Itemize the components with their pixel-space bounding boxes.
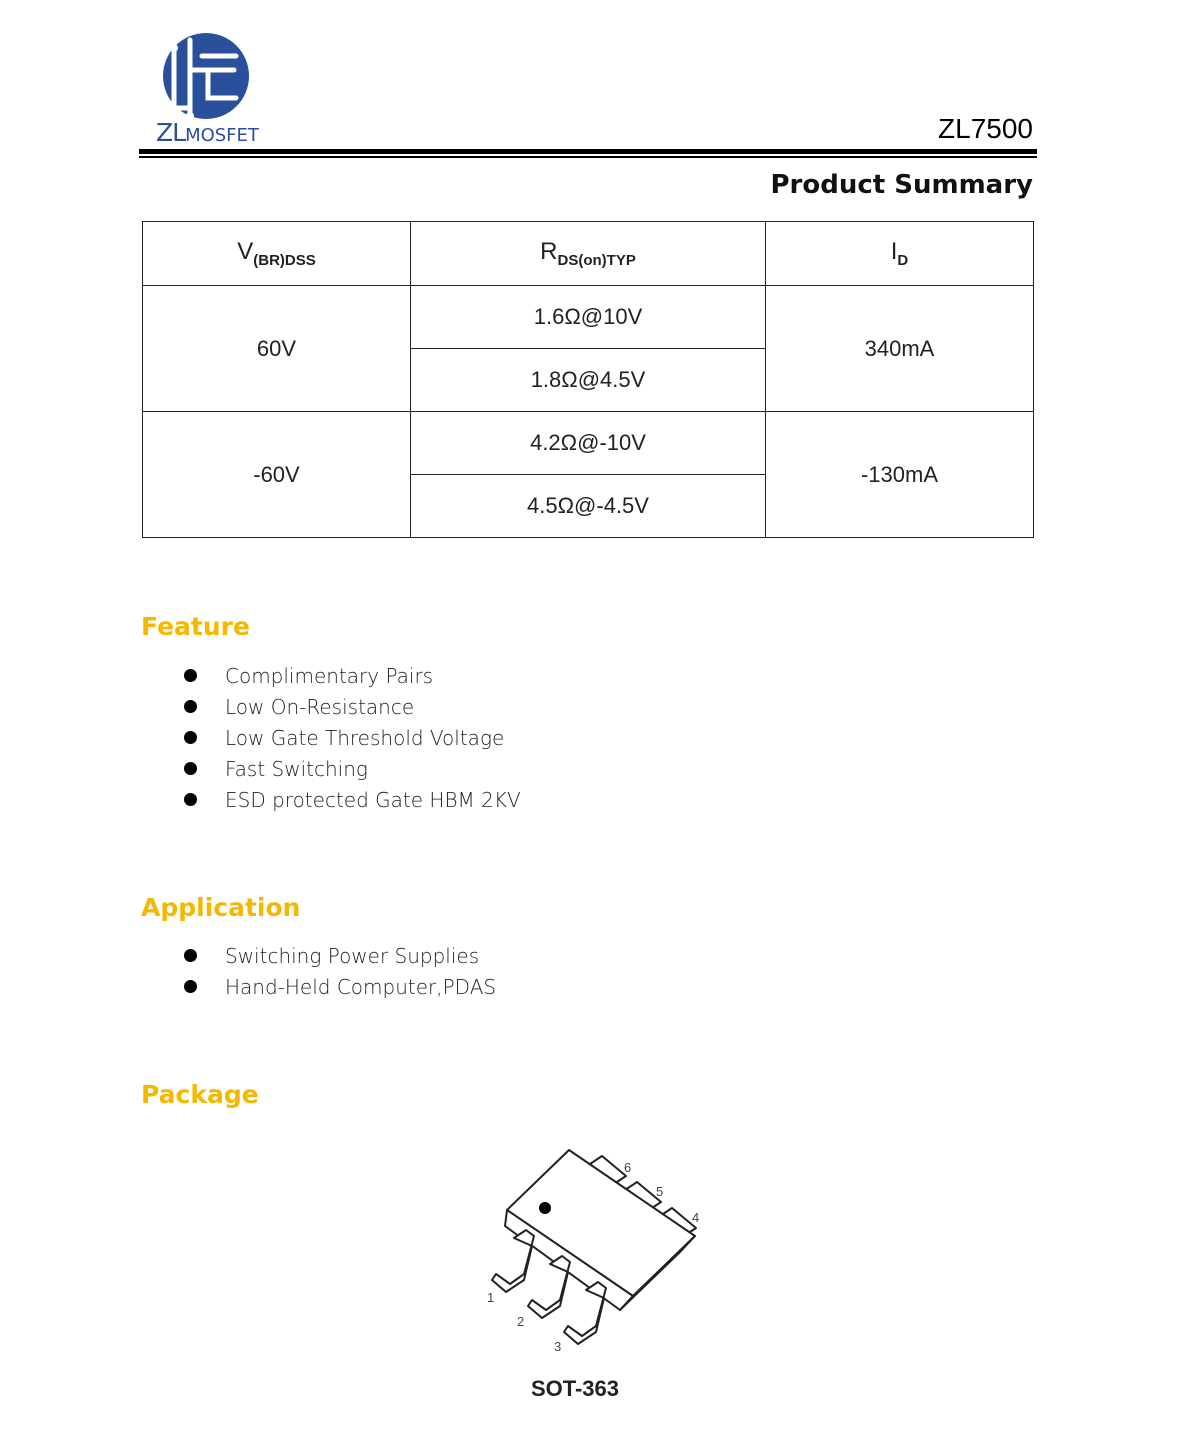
header-vbr: $V_{(BR)DSS}$ [143,222,411,286]
list-item: Low On-Resistance [184,692,521,723]
pin-label: 5 [656,1184,664,1199]
header-id: $I_D$ [766,222,1034,286]
logo-text-mosfet: MOSFET [185,125,259,146]
rds-cell: 1.8Ω@4.5V [411,349,766,412]
id-cell: -130mA [766,412,1034,538]
list-item: Hand-Held Computer,PDAS [184,972,496,1003]
list-item: Low Gate Threshold Voltage [184,723,521,754]
product-summary-title: Product Summary [770,170,1033,200]
pin-label: 3 [554,1339,562,1354]
header-rule-thick [139,149,1037,154]
list-item: Fast Switching [184,754,521,785]
table-row [143,286,1034,349]
list-item: Switching Power Supplies [184,941,496,972]
package-title: Package [141,1080,259,1109]
part-number: ZL7500 [938,113,1033,144]
sot-363-package-drawing [480,1140,710,1365]
rds-cell: 4.2Ω@-10V [411,412,766,475]
header-rds: $R_{DS(on)TYP}$ [411,222,766,286]
application-title: Application [141,893,301,922]
header-rule-thin [139,156,1037,158]
rds-cell: 4.5Ω@-4.5V [411,475,766,538]
list-item: Complimentary Pairs [184,661,521,692]
list-item: ESD protected Gate HBM 2KV [184,785,521,816]
logo-text [156,118,259,147]
table-header-row [143,222,1034,286]
pin-label: 4 [692,1210,700,1225]
feature-list [184,661,521,816]
vbr-cell: -60V [143,412,411,538]
package-label: SOT-363 [530,1376,620,1401]
pin-label: 1 [487,1290,495,1305]
application-list [184,941,496,1003]
vbr-cell: 60V [143,286,411,412]
pin-label: 2 [517,1314,525,1329]
pin-label: 6 [624,1160,632,1175]
logo-text-zl: ZL [156,118,186,147]
id-cell: 340mA [766,286,1034,412]
product-summary-table [142,221,1034,538]
table-row [143,412,1034,475]
feature-title: Feature [141,612,250,641]
rds-cell: 1.6Ω@10V [411,286,766,349]
